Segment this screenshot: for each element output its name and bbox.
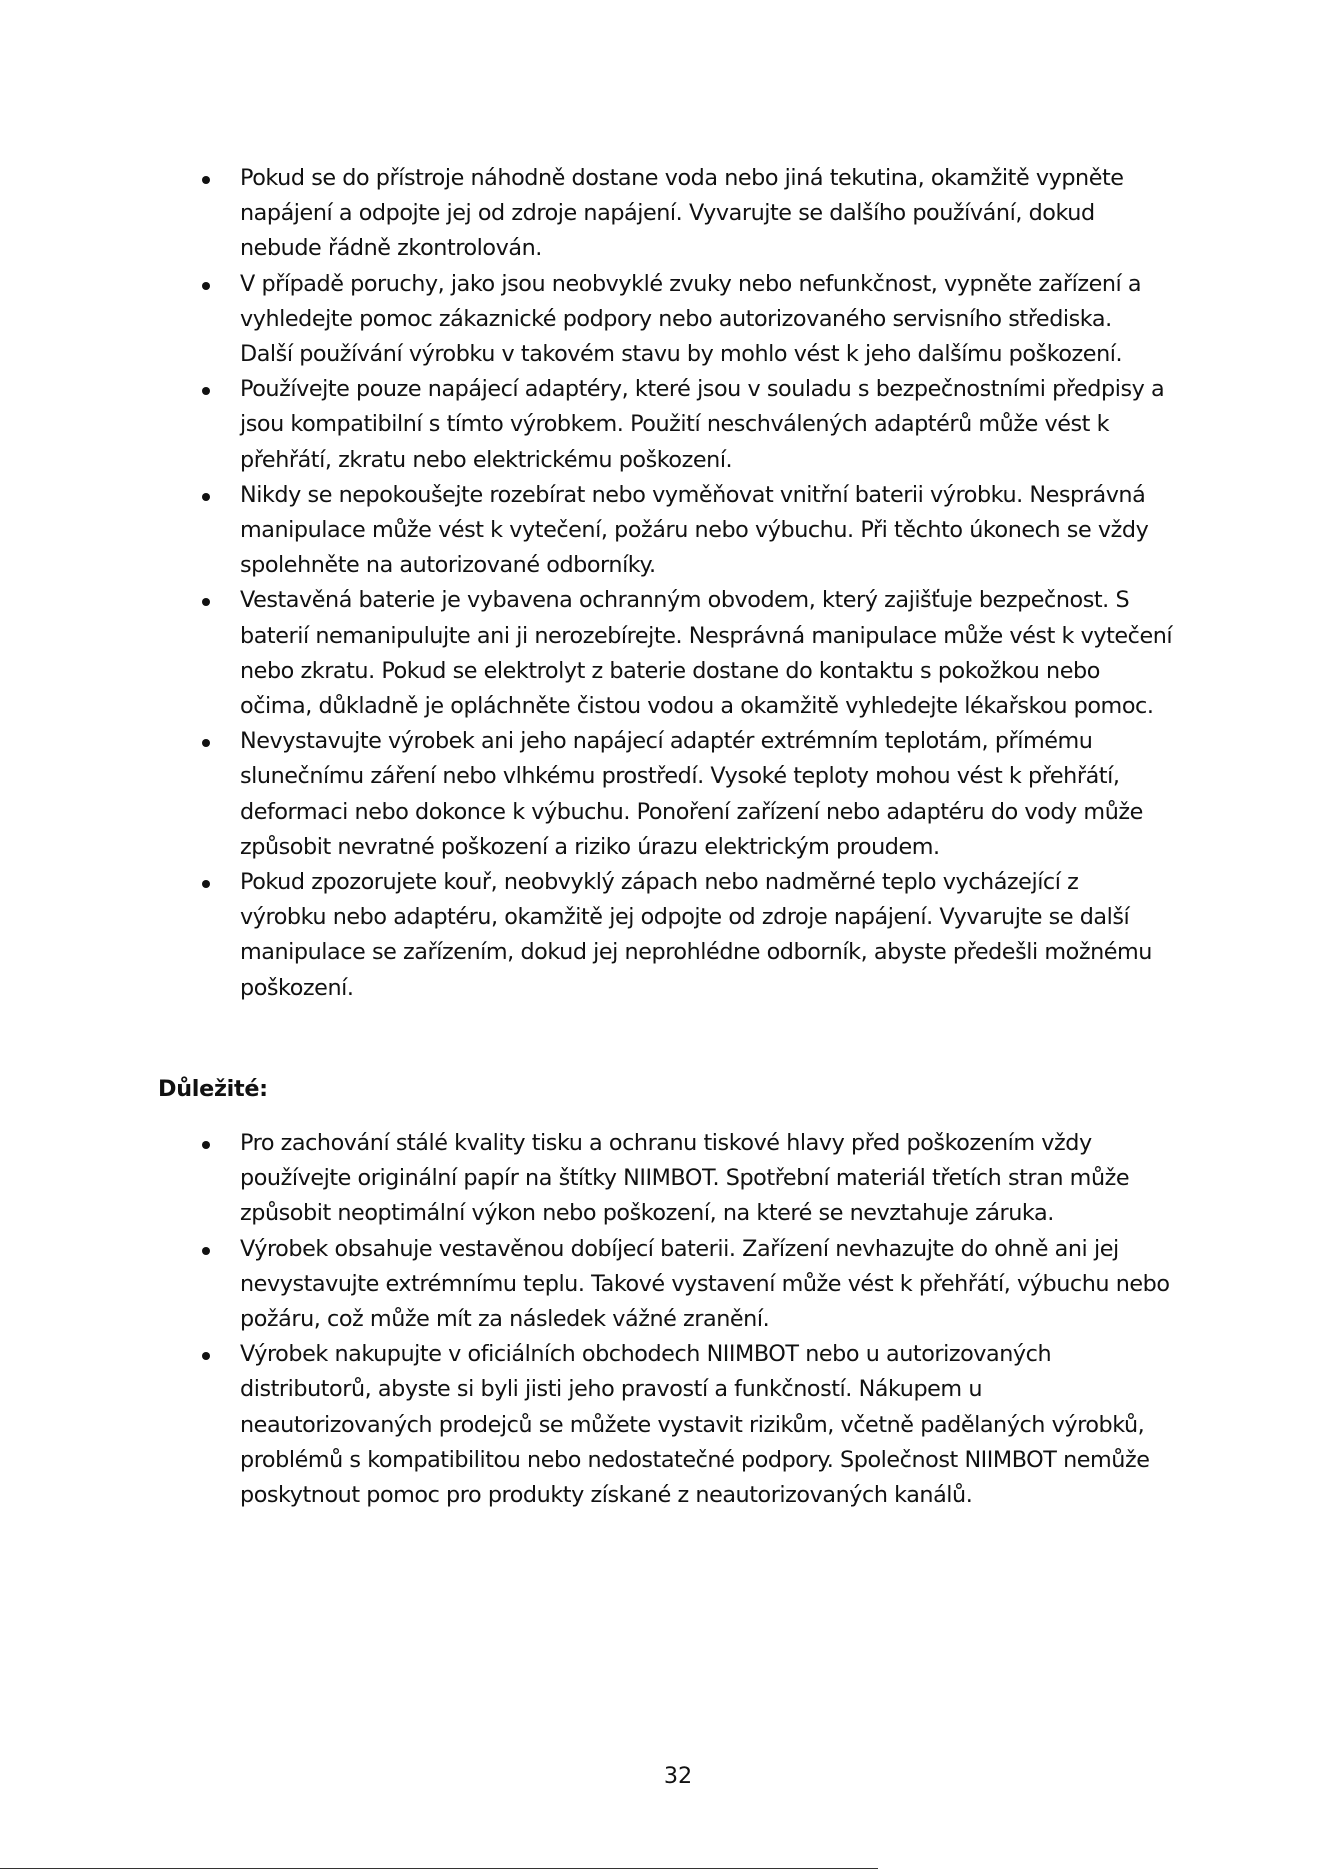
list-item-line: baterií nemanipulujte ani ji nerozebírejte. Nesprávná manipulace může vést k vytečení	[240, 622, 1173, 649]
list-item	[158, 583, 1178, 724]
list-item-line: nevystavujte extrémnímu teplu. Takové vystavení může vést k přehřátí, výbuchu nebo	[240, 1270, 1170, 1297]
list-item-line: deformaci nebo dokonce k výbuchu. Ponoření zařízení nebo adaptéru do vody může	[240, 798, 1143, 825]
list-item-line: distributorů, abyste si byli jisti jeho pravostí a funkčností. Nákupem u	[240, 1376, 983, 1403]
list-item-line: způsobit nevratné poškození a riziko úrazu elektrickým proudem.	[240, 833, 940, 860]
list-item-line: nebo zkratu. Pokud se elektrolyt z baterie dostane do kontaktu s pokožkou nebo	[240, 657, 1100, 684]
list-item-line: jsou kompatibilní s tímto výrobkem. Použití neschválených adaptérů může vést k	[240, 411, 1110, 438]
list-item-line: Nikdy se nepokoušejte rozebírat nebo vyměňovat vnitřní baterii výrobku. Nesprávná	[240, 481, 1146, 508]
bullet-icon	[202, 880, 210, 888]
list-item	[158, 161, 1178, 267]
bullet-icon	[202, 282, 210, 290]
list-item-line: Používejte pouze napájecí adaptéry, které jsou v souladu s bezpečnostními předpisy a	[240, 376, 1165, 403]
list-item	[158, 267, 1178, 373]
list-item-line: problémů s kompatibilitou nebo nedostatečné podpory. Společnost NIIMBOT nemůže	[240, 1446, 1150, 1473]
list-item-line: Pokud zpozorujete kouř, neobvyklý zápach nebo nadměrné teplo vycházející z	[240, 869, 1079, 896]
footer-divider	[0, 1868, 878, 1869]
list-item-line: Vestavěná baterie je vybavena ochranným obvodem, který zajišťuje bezpečnost. S	[240, 587, 1130, 614]
list-item-line: vyhledejte pomoc zákaznické podpory nebo autorizovaného servisního střediska.	[240, 305, 1112, 332]
bullet-icon	[202, 493, 210, 501]
list-item-line: používejte originální papír na štítky NIIMBOT. Spotřební materiál třetích stran může	[240, 1165, 1130, 1192]
list-item	[158, 1126, 1178, 1232]
list-item-line: manipulace se zařízením, dokud jej neprohlédne odborník, abyste předešli možnému	[240, 939, 1152, 966]
list-item-line: slunečnímu záření nebo vlhkému prostředí. Vysoké teploty mohou vést k přehřátí,	[240, 763, 1120, 790]
important-bullet-list	[158, 1126, 1178, 1513]
list-item-line: Pro zachování stálé kvality tisku a ochranu tiskové hlavy před poškozením vždy	[240, 1130, 1092, 1156]
list-item-line: Výrobek obsahuje vestavěnou dobíjecí baterii. Zařízení nevhazujte do ohně ani jej	[240, 1235, 1119, 1262]
list-item-line: neautorizovaných prodejců se můžete vystavit rizikům, včetně padělaných výrobků,	[240, 1411, 1145, 1438]
bullet-icon	[202, 739, 210, 747]
list-item-line: spolehněte na autorizované odborníky.	[240, 552, 656, 579]
bullet-icon	[202, 176, 210, 184]
list-item	[158, 478, 1178, 584]
bullet-icon	[202, 1247, 210, 1255]
list-item-line: způsobit neoptimální výkon nebo poškození, na které se nevztahuje záruka.	[240, 1200, 1054, 1227]
list-item-line: nebude řádně zkontrolován.	[240, 235, 542, 262]
bullet-icon	[202, 387, 210, 395]
page-number: 32	[663, 1763, 693, 1789]
list-item-line: přehřátí, zkratu nebo elektrickému poškození.	[240, 446, 733, 473]
list-item-line: Nevystavujte výrobek ani jeho napájecí adaptér extrémním teplotám, přímému	[240, 728, 1093, 755]
list-item	[158, 1337, 1178, 1513]
list-item-line: Pokud se do přístroje náhodně dostane voda nebo jiná tekutina, okamžitě vypněte	[240, 165, 1124, 191]
list-item-line: V případě poruchy, jako jsou neobvyklé zvuky nebo nefunkčnost, vypněte zařízení a	[240, 270, 1142, 297]
list-item-line: napájení a odpojte jej od zdroje napájení. Vyvarujte se dalšího používání, dokud	[240, 200, 1095, 227]
safety-bullet-list	[158, 161, 1178, 1006]
list-item-line: manipulace může vést k vytečení, požáru nebo výbuchu. Při těchto úkonech se vždy	[240, 517, 1149, 544]
list-item-line: poskytnout pomoc pro produkty získané z neautorizovaných kanálů.	[240, 1482, 973, 1509]
list-item	[158, 865, 1178, 1006]
list-item	[158, 372, 1178, 478]
list-item	[158, 724, 1178, 865]
bullet-icon	[202, 1352, 210, 1360]
section-heading-important: Důležité:	[158, 1076, 268, 1102]
bullet-icon	[202, 1141, 210, 1149]
list-item-line: výrobku nebo adaptéru, okamžitě jej odpojte od zdroje napájení. Vyvarujte se další	[240, 904, 1130, 931]
bullet-icon	[202, 598, 210, 606]
list-item	[158, 1232, 1178, 1338]
list-item-line: Výrobek nakupujte v oficiálních obchodech NIIMBOT nebo u autorizovaných	[240, 1341, 1052, 1368]
list-item-line: požáru, což může mít za následek vážné zranění.	[240, 1306, 770, 1333]
list-item-line: očima, důkladně je opláchněte čistou vodou a okamžitě vyhledejte lékařskou pomoc.	[240, 693, 1154, 720]
list-item-line: poškození.	[240, 974, 354, 1001]
list-item-line: Další používání výrobku v takovém stavu by mohlo vést k jeho dalšímu poškození.	[240, 341, 1123, 368]
